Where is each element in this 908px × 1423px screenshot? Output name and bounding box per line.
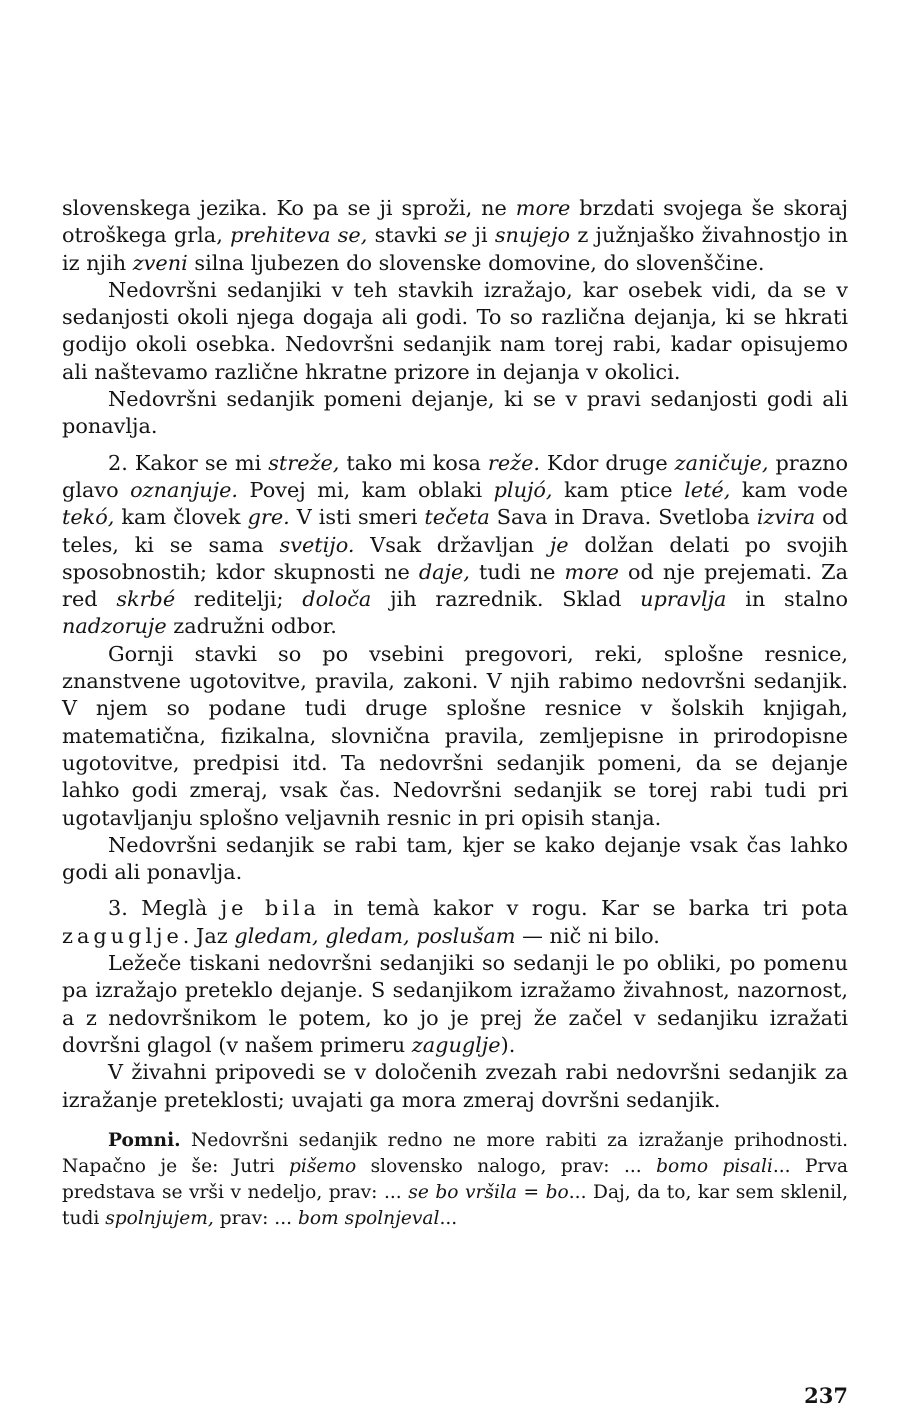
paragraph-2: Nedovršni sedanjiki v teh stavkih izražajo, kar osebek vidi, da se v sedanjosti okoli njega dogaja ali godi. To so različna dejanja, ki se hkrati godijo okoli osebka. Nedovršni sedanjik nam torej rabi, kadar opisujemo ali naštevamo različne hkratne prizore in dejanja v okolici.: [62, 277, 848, 384]
page-number: 237: [804, 1383, 848, 1408]
note-heading: Pomni.: [108, 1129, 181, 1151]
page-body: [62, 195, 848, 1232]
paragraph-7: 3. Meglà je bila in temà kakor v rogu. Kar se barka tri pota zagugljе. Jaz gledam, gledam, poslušam — nič ni bilo.: [62, 896, 849, 948]
note-body: Nedovršni sedanjik redno ne more rabiti za izražanje prihodnosti. Napačno je še: Jutri pišemo slovensko nalogo, prav: ... bomo pisali... Prva predstava se vrši v nedeljo, prav: ... se bo vršila = bo... Daj, da to, kar sem sklenil, tudi spolnjujem, prav: ... bom spolnjeval...: [62, 1129, 848, 1229]
paragraph-3: Nedovršni sedanjik pomeni dejanje, ki se v pravi sedanjosti godi ali ponavlja.: [62, 387, 848, 439]
paragraph-9: V živahni pripovedi se v določenih zvezah rabi nedovršni sedanjik za izražanje preteklosti; uvajati ga mora zmeraj dovršni sedanjik.: [62, 1060, 848, 1112]
paragraph-6: Nedovršni sedanjik se rabi tam, kjer se kako dejanje vsak čas lahko godi ali ponavlja.: [62, 832, 848, 885]
paragraph-8: Ležeče tiskani nedovršni sedanjiki so sedanji le po obliki, po pomenu pa izražajo preteklo dejanje. S sedanjikom izražamo živahnost, nazornost, a z nedovršnikom le potem, ko jo je prej že začel v sedanjiku izražati dovršni glagol (v našem primeru zagugljе).: [62, 951, 848, 1057]
paragraph-1: slovenskega jezika. Ko pa se ji sproži, ne more brzdati svojega še skoraj otroškega grla, prehiteva se, stavki se ji snujejo z južnjaško živahnostjo in iz njih zveni silna ljubezen do slovenske domovine, do slovenščine.: [62, 196, 848, 275]
paragraph-5: Gornji stavki so po vsebini pregovori, reki, splošne resnice, znanstvene ugotovitve, pravila, zakoni. V njih rabimo nedovršni sedanjik. V njem so podane tudi druge splošne resnice v šolskih knjigah, matematična, fizikalna, slovnična pravila, zemljepisne in prirodopisne ugotovitve, predpisi itd. Ta nedovršni sedanjik pomeni, da se dejanje lahko godi zmeraj, vsak čas. Nedovršni sedanjik se torej rabi tudi pri ugotavljanju splošno veljavnih resnic in pri opisih stanja.: [62, 641, 848, 830]
note-paragraph: [62, 1128, 848, 1232]
paragraph-4: 2. Kakor se mi streže, tako mi kosa reže. Kdor druge zaničuje, prazno glavo oznanjuje. Povej mi, kam oblaki plujó, kam ptice leté, kam vode tekó, kam človek gre. V isti smeri tečeta Sava in Drava. Svetloba izvira od teles, ki se sama svetijo. Vsak državljan je dolžan delati po svojih sposobnostih; kdor skupnosti ne daje, tudi ne more od nje prejemati. Za red skrbé reditelji; določa jih razrednik. Sklad upravlja in stalno nadzoruje zadružni odbor.: [62, 450, 849, 639]
